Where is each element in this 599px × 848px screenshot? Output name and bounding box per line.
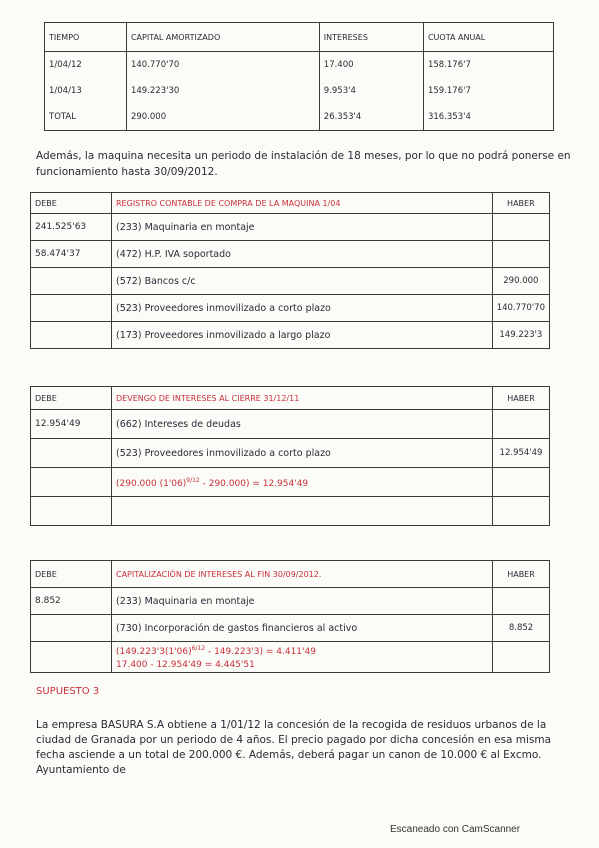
scanner-watermark: Escaneado con CamScanner — [390, 824, 521, 835]
cell-value: TOTAL — [49, 112, 76, 122]
concept-cell: (523) Proveedores inmovilizado a corto plazo — [112, 439, 493, 468]
cell-value: 1/04/12 — [49, 60, 82, 70]
table-cell — [45, 52, 127, 131]
cell-value: 26.353'4 — [323, 112, 362, 122]
debe-cell: 241.525'63 — [31, 214, 112, 241]
haber-cell: 8.852 — [493, 615, 550, 642]
debe-cell — [31, 322, 112, 349]
table-cell — [126, 52, 319, 131]
haber-cell: 140.770'70 — [492, 295, 549, 322]
haber-cell — [492, 241, 549, 268]
cell-value: 316.353'4 — [427, 112, 471, 122]
interest-calculation — [112, 642, 493, 673]
concept-cell: (472) H.P. IVA soportado — [112, 241, 493, 268]
cell-value: 149.223'30 — [130, 86, 180, 96]
debe-cell — [31, 468, 112, 497]
debe-cell: 12.954'49 — [31, 410, 112, 439]
concept-cell: (233) Maquinaria en montaje — [112, 588, 493, 615]
concept-cell: (523) Proveedores inmovilizado a corto plazo — [112, 295, 493, 322]
calc-text: (149.223'3(1'06) — [116, 647, 192, 657]
haber-cell — [492, 214, 549, 241]
section-heading: SUPUESTO 3 — [36, 686, 100, 697]
table-row — [31, 410, 550, 439]
concept-cell — [112, 497, 493, 526]
calc-text: - 290.000) = 12.954'49 — [202, 478, 309, 489]
cell-value: 158.176'7 — [427, 60, 471, 70]
debe-cell — [31, 268, 112, 295]
ledger-title: DEVENGO DE INTERESES AL CIERRE 31/12/11 — [112, 387, 493, 410]
calc-text: 17.400 - 12.954'49 = 4.445'51 — [116, 660, 255, 670]
haber-cell — [493, 468, 550, 497]
cell-value: 140.770'70 — [130, 60, 180, 70]
concept-cell: (572) Bancos c/c — [112, 268, 493, 295]
haber-cell — [493, 497, 550, 526]
header-tiempo: TIEMPO — [45, 23, 127, 52]
header-capital: CAPITAL AMORTIZADO — [126, 23, 319, 52]
cell-value: 9.953'4 — [323, 86, 356, 96]
table-row — [31, 615, 550, 642]
haber-cell: 149.223'3 — [492, 322, 549, 349]
concept-cell: (662) Intereses de deudas — [112, 410, 493, 439]
calc-text: (290.000 (1'06) — [116, 478, 187, 489]
table-row — [31, 241, 550, 268]
debe-header: DEBE — [31, 193, 112, 214]
cell-value: 17.400 — [323, 60, 354, 70]
debe-cell: 8.852 — [31, 588, 112, 615]
ledger-devengo — [30, 386, 550, 526]
debe-cell: 58.474'37 — [31, 241, 112, 268]
haber-cell — [493, 642, 550, 673]
haber-header: HABER — [492, 193, 549, 214]
paragraph-supuesto-3: La empresa BASURA S.A obtiene a 1/01/12 la concesión de la recogida de residuos urbanos de la ciudad de Granada por un periodo de 4 años. El precio pagado por dicha concesión en esa misma fecha asciende a un total de 200.000 €. Además, deberá pagar un canon de 10.000 € al Excmo. Ayuntamiento de — [36, 719, 552, 776]
debe-header: DEBE — [31, 387, 112, 410]
debe-cell — [31, 497, 112, 526]
table-row — [31, 588, 550, 615]
paragraph-installation: Además, la maquina necesita un periodo de instalación de 18 meses, por lo que no podrá ponerse en funcionamiento hasta 30/09/2012. — [36, 150, 571, 178]
haber-cell: 290.000 — [492, 268, 549, 295]
ledger-capitalizacion — [30, 560, 550, 673]
haber-cell: 12.954'49 — [493, 439, 550, 468]
table-row — [31, 322, 550, 349]
cell-value: 1/04/13 — [49, 86, 82, 96]
table-row — [31, 439, 550, 468]
cell-value: 159.176'7 — [427, 86, 471, 96]
amortization-table — [44, 22, 554, 131]
calc-exponent: 9/12 — [186, 476, 200, 484]
haber-header: HABER — [493, 561, 550, 588]
ledger-title: CAPITALIZACIÓN DE INTERESES AL FIN 30/09/2012. — [112, 561, 493, 588]
haber-cell — [493, 588, 550, 615]
header-cuota: CUOTA ANUAL — [423, 23, 553, 52]
table-cell — [319, 52, 423, 131]
table-row — [31, 642, 550, 673]
debe-cell — [31, 295, 112, 322]
cell-value: 290.000 — [130, 112, 167, 122]
table-row — [31, 468, 550, 497]
concept-cell: (730) Incorporación de gastos financieros al activo — [112, 615, 493, 642]
table-cell — [423, 52, 553, 131]
haber-header: HABER — [493, 387, 550, 410]
calc-text: - 149.223'3) = 4.411'49 — [207, 647, 316, 657]
ledger-compra — [30, 192, 550, 349]
ledger-title: REGISTRO CONTABLE DE COMPRA DE LA MAQUINA 1/04 — [112, 193, 493, 214]
table-row — [31, 497, 550, 526]
table-row — [31, 295, 550, 322]
table-row — [31, 214, 550, 241]
haber-cell — [493, 410, 550, 439]
debe-header: DEBE — [31, 561, 112, 588]
table-row — [31, 268, 550, 295]
debe-cell — [31, 439, 112, 468]
concept-cell: (173) Proveedores inmovilizado a largo plazo — [112, 322, 493, 349]
debe-cell — [31, 642, 112, 673]
debe-cell — [31, 615, 112, 642]
calc-exponent: 6/12 — [191, 645, 206, 652]
interest-calculation — [112, 468, 493, 497]
header-intereses: INTERESES — [319, 23, 423, 52]
concept-cell: (233) Maquinaria en montaje — [112, 214, 493, 241]
